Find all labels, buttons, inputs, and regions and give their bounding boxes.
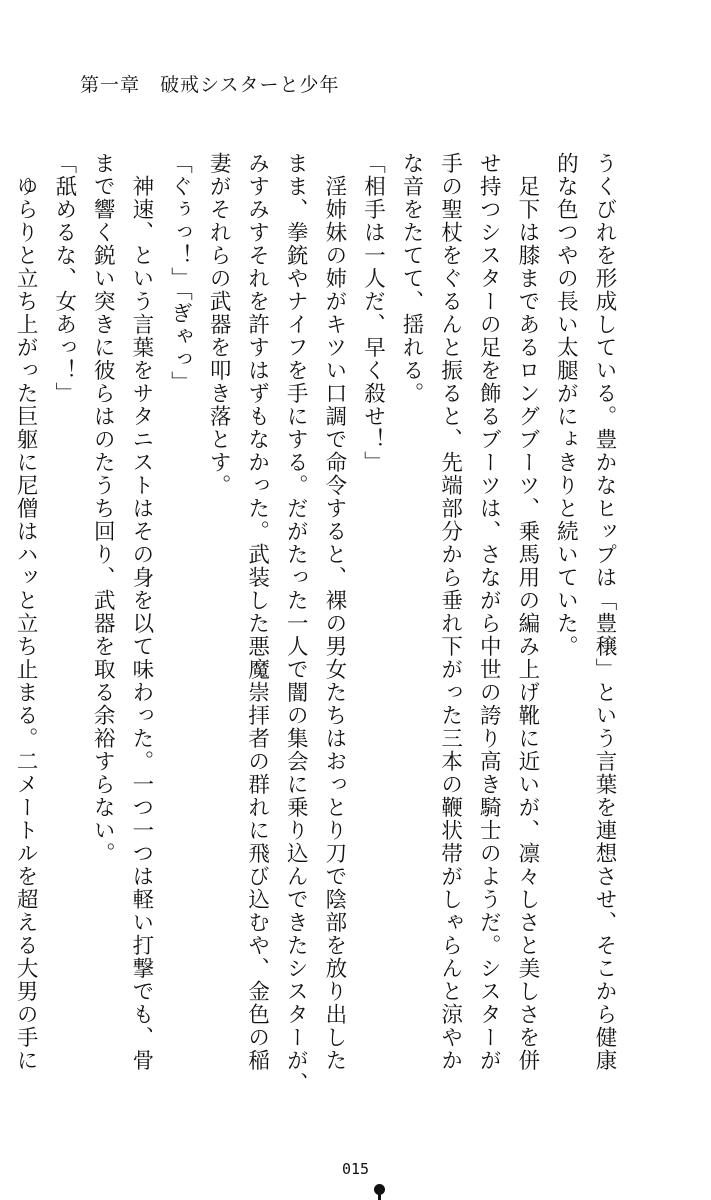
chapter-label: 第一章: [80, 74, 141, 96]
running-header: [80, 70, 339, 97]
text-line: 妻がそれらの武器を叩き落とす。: [206, 152, 232, 497]
page-marker-stem: [378, 1192, 381, 1200]
text-line: 淫姉妹の姉がキツい口調で命令すると、裸の男女たちはおっとり刀で陰部を放り出した: [321, 152, 347, 1072]
text-line: せ持つシスターの足を飾るブーツは、さながら中世の誇り高き騎士のようだ。シスターが: [476, 152, 502, 1072]
header-gap: [140, 74, 160, 96]
text-line: まま、拳銃やナイフを手にする。だがたった一人で闇の集会に乗り込んできたシスターが、: [283, 152, 309, 1095]
body-text: [13, 152, 623, 1095]
text-line: まで響く鋭い突きに彼らはのたうち回り、武器を取る余裕すらない。: [90, 152, 116, 865]
text-line: 「ぐぅっ！」「ぎゃっ」: [167, 152, 193, 395]
text-line: 「舐めるな、女あっ！」: [51, 152, 77, 405]
chapter-title: 破戒シスターと少年: [160, 74, 340, 96]
page-number: 015: [341, 1160, 370, 1178]
text-line: 的な色つやの長い太腿がにょきりと続いていた。: [553, 152, 579, 658]
text-line: [0, 152, 6, 1052]
text-line: 足下は膝まであるロングブーツ、乗馬用の編み上げ靴に近いが、凛々しさと美しさを併: [514, 152, 540, 1072]
text-line: 手の聖杖をぐるんと振ると、先端部分から垂れ下がった三本の鞭状帯がしゃらんと涼やか: [437, 152, 463, 1072]
text-line: ゆらりと立ち上がった巨躯に尼僧はハッと立ち止まる。二メートルを超える大男の手に: [13, 152, 39, 1072]
text-line: 「相手は一人だ、早く殺せ！」: [360, 152, 386, 474]
text-line: 神速、という言葉をサタニストはその身を以て味わった。一つ一つは軽い打撃でも、骨: [128, 152, 154, 1072]
text-line: な音をたてて、揺れる。: [399, 152, 425, 405]
text-line: みすみすそれを許すはずもなかった。武装した悪魔崇拝者の群れに飛び込むや、金色の稲: [244, 152, 270, 1072]
text-line: うくびれを形成している。豊かなヒップは「豊穣」という言葉を連想させ、そこから健康: [592, 152, 617, 1072]
